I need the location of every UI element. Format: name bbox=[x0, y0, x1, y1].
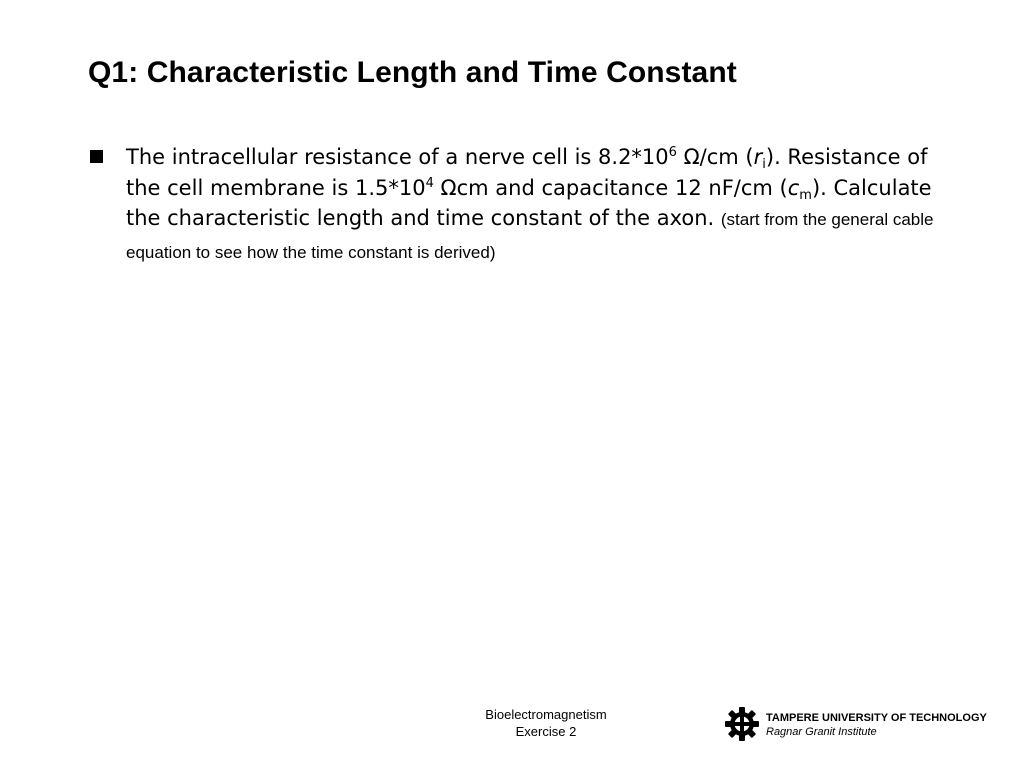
footer-course: Bioelectromagnetism bbox=[485, 707, 607, 722]
text-segment: ). Calculate the characteristic length and time constant of the axon. bbox=[126, 175, 932, 230]
gear-cog-icon bbox=[724, 706, 760, 742]
slide-title: Q1: Characteristic Length and Time Constant bbox=[88, 56, 737, 89]
bullet-list bbox=[90, 142, 950, 268]
square-bullet-icon bbox=[90, 150, 103, 163]
footer-exercise: Exercise 2 bbox=[515, 724, 577, 739]
footer-institution bbox=[766, 712, 987, 739]
text-segment: ). Resistance of the cell membrane is 1.5*10 bbox=[126, 145, 928, 200]
university-name: TAMPERE UNIVERSITY OF TECHNOLOGY bbox=[766, 712, 987, 724]
exponent: 6 bbox=[668, 145, 677, 160]
subscript-m: m bbox=[799, 187, 812, 203]
exponent: 4 bbox=[425, 175, 434, 191]
footer-course-info bbox=[446, 706, 646, 740]
text-segment: Ωcm and capacitance 12 nF/cm ( bbox=[433, 175, 788, 200]
subscript-i: i bbox=[762, 157, 766, 172]
variable-c: c bbox=[787, 175, 800, 200]
text-segment: Ω/cm ( bbox=[676, 145, 754, 169]
bullet-item-question bbox=[126, 142, 946, 268]
institute-name: Ragnar Granit Institute bbox=[766, 726, 877, 738]
variable-r: r bbox=[753, 145, 763, 169]
text-segment: The intracellular resistance of a nerve cell is 8.2*10 bbox=[126, 145, 669, 169]
hint-note: (start from the general cable equation to see how the time constant is derived) bbox=[126, 210, 934, 262]
